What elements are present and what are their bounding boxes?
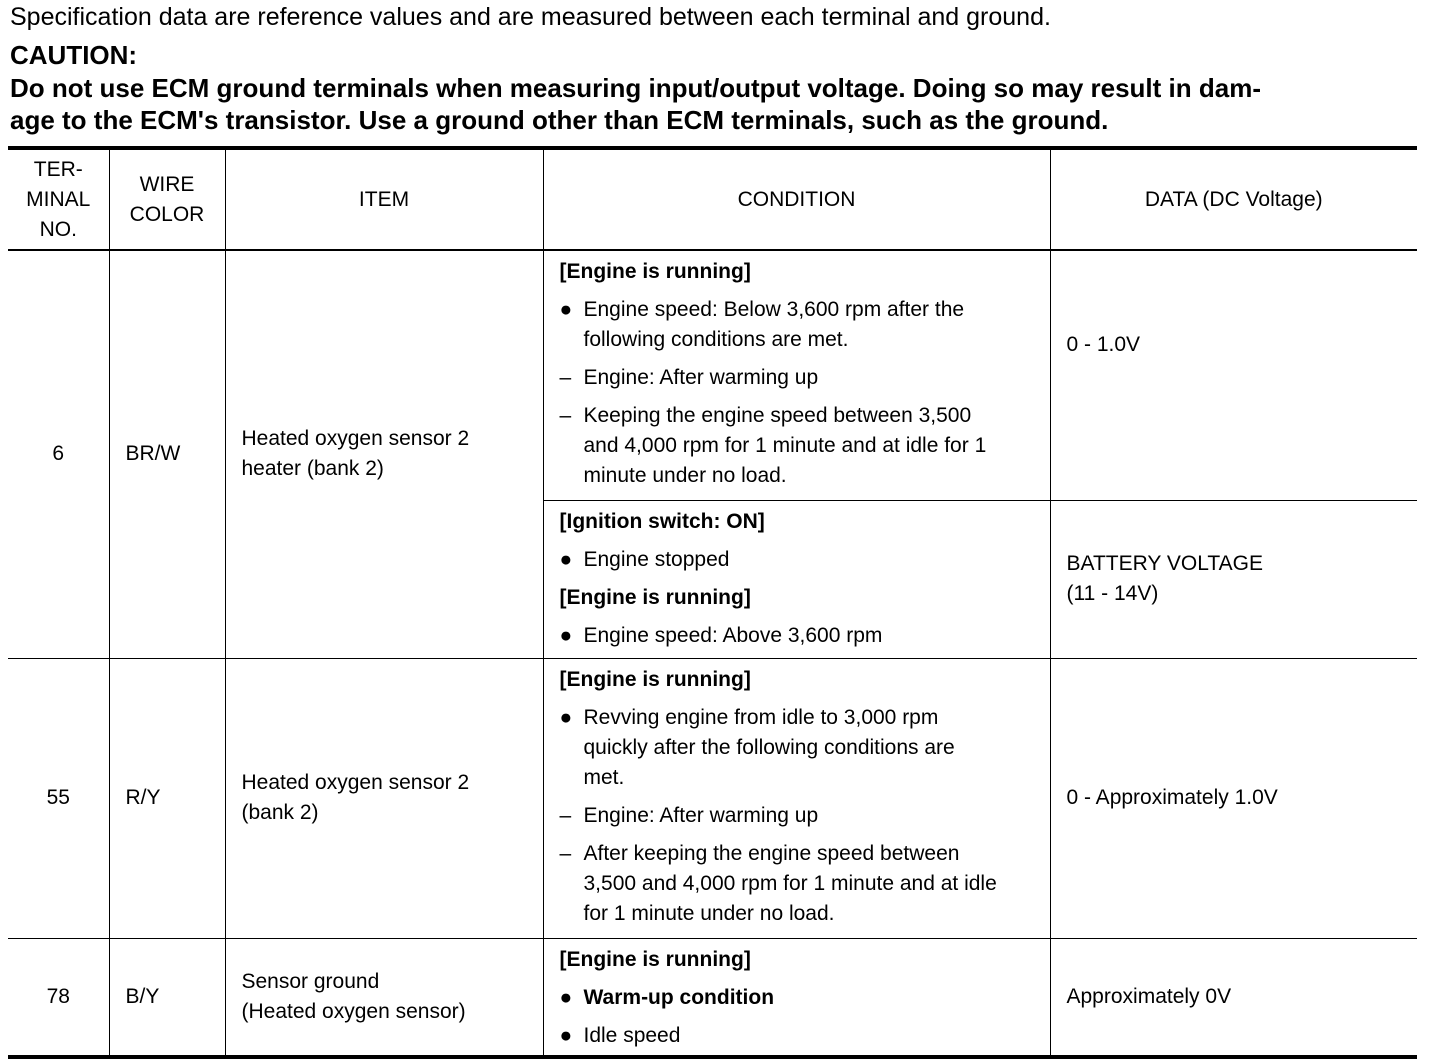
condition-line: Revving engine from idle to 3,000 rpm bbox=[583, 705, 939, 729]
bullet-icon: ● bbox=[559, 705, 573, 729]
condition-line: met. bbox=[583, 765, 625, 789]
condition-line: Keeping the engine speed between 3,500 bbox=[583, 404, 972, 427]
spec-note: Specification data are reference values and are measured between each terminal and ground. bbox=[10, 3, 1051, 31]
item-name bbox=[225, 250, 543, 658]
bullet-icon: ● bbox=[559, 623, 573, 647]
condition-cell bbox=[543, 250, 1050, 500]
terminal-no: 55 bbox=[8, 658, 109, 938]
condition-bullet bbox=[560, 621, 1038, 651]
condition-bullet bbox=[560, 703, 1038, 793]
condition-line: quickly after the following conditions are bbox=[583, 735, 955, 759]
data-value: 0 - Approximately 1.0V bbox=[1050, 658, 1417, 938]
condition-dash bbox=[560, 839, 1038, 929]
condition-line: Engine: After warming up bbox=[583, 366, 819, 389]
item-line: heater (bank 2) bbox=[241, 457, 384, 481]
condition-dash bbox=[560, 801, 1038, 831]
bullet-icon: ● bbox=[559, 298, 573, 321]
item-name bbox=[225, 938, 543, 1057]
caution-title: CAUTION: bbox=[10, 40, 138, 70]
condition-cell bbox=[543, 938, 1050, 1057]
data-value bbox=[1050, 500, 1417, 658]
caution-text bbox=[10, 72, 1420, 136]
header-line: NO. bbox=[39, 217, 77, 241]
condition-line: following conditions are met. bbox=[583, 328, 849, 351]
item-name bbox=[225, 658, 543, 938]
condition-line: minute under no load. bbox=[583, 464, 787, 487]
item-line: (bank 2) bbox=[241, 801, 319, 824]
header-line: WIRE bbox=[139, 172, 195, 196]
condition-bullet bbox=[560, 1021, 1038, 1051]
condition-line: Idle speed bbox=[583, 1023, 681, 1047]
caution-line: Do not use ECM ground terminals when measuring input/output voltage. Doing so may result in dam- bbox=[10, 73, 1261, 103]
data-line: (11 - 14V) bbox=[1066, 582, 1159, 605]
header-terminal-no bbox=[8, 148, 109, 250]
condition-line: and 4,000 rpm for 1 minute and at idle for 1 bbox=[583, 434, 987, 457]
table-row bbox=[8, 658, 1417, 938]
condition-cell bbox=[543, 658, 1050, 938]
dash-icon: – bbox=[559, 366, 572, 389]
data-line: BATTERY VOLTAGE bbox=[1066, 552, 1263, 575]
condition-dash bbox=[560, 363, 1038, 393]
table-row bbox=[8, 938, 1417, 1057]
header-wire-color bbox=[109, 148, 225, 250]
item-line: Sensor ground bbox=[241, 969, 380, 993]
condition-heading: [Ignition switch: ON] bbox=[559, 509, 765, 533]
item-line: Heated oxygen sensor 2 bbox=[241, 771, 470, 794]
terminal-no: 6 bbox=[8, 250, 109, 658]
condition-line: Warm-up condition bbox=[583, 985, 775, 1009]
data-value: Approximately 0V bbox=[1050, 938, 1417, 1057]
item-line: Heated oxygen sensor 2 bbox=[241, 427, 470, 451]
header-condition: CONDITION bbox=[543, 148, 1050, 250]
condition-bullet bbox=[560, 545, 1038, 575]
item-line: (Heated oxygen sensor) bbox=[241, 999, 466, 1023]
caution-line: age to the ECM's transistor. Use a ground other than ECM terminals, such as the ground. bbox=[10, 105, 1109, 135]
terminal-no: 78 bbox=[8, 938, 109, 1057]
table-row bbox=[8, 250, 1417, 500]
condition-heading: [Engine is running] bbox=[559, 585, 751, 609]
dash-icon: – bbox=[559, 841, 572, 865]
dash-icon: – bbox=[559, 803, 572, 827]
bullet-icon: ● bbox=[559, 985, 573, 1009]
condition-line: Engine speed: Above 3,600 rpm bbox=[583, 623, 883, 647]
header-data: DATA (DC Voltage) bbox=[1050, 148, 1417, 250]
header-line: TER- bbox=[33, 157, 83, 181]
condition-dash bbox=[560, 401, 1038, 491]
condition-bullet bbox=[560, 295, 1038, 355]
condition-line: After keeping the engine speed between bbox=[583, 841, 960, 865]
condition-line: Engine speed: Below 3,600 rpm after the bbox=[583, 298, 965, 321]
condition-cell bbox=[543, 500, 1050, 658]
wire-color: R/Y bbox=[109, 658, 225, 938]
condition-heading: [Engine is running] bbox=[559, 947, 751, 971]
bullet-icon: ● bbox=[559, 1023, 573, 1047]
condition-heading: [Engine is running] bbox=[559, 260, 751, 283]
header-item: ITEM bbox=[225, 148, 543, 250]
condition-line: 3,500 and 4,000 rpm for 1 minute and at idle bbox=[583, 871, 997, 895]
dash-icon: – bbox=[559, 404, 572, 427]
wire-color: BR/W bbox=[109, 250, 225, 658]
header-line: MINAL bbox=[26, 187, 91, 211]
data-value: 0 - 1.0V bbox=[1050, 250, 1417, 500]
condition-line: Engine: After warming up bbox=[583, 803, 819, 827]
wire-color: B/Y bbox=[109, 938, 225, 1057]
ecm-terminal-table bbox=[8, 146, 1417, 1059]
condition-bullet bbox=[560, 983, 1038, 1013]
condition-line: for 1 minute under no load. bbox=[583, 901, 835, 925]
condition-heading: [Engine is running] bbox=[559, 667, 751, 691]
bullet-icon: ● bbox=[559, 547, 573, 571]
condition-line: Engine stopped bbox=[583, 547, 730, 571]
header-line: COLOR bbox=[129, 202, 205, 226]
